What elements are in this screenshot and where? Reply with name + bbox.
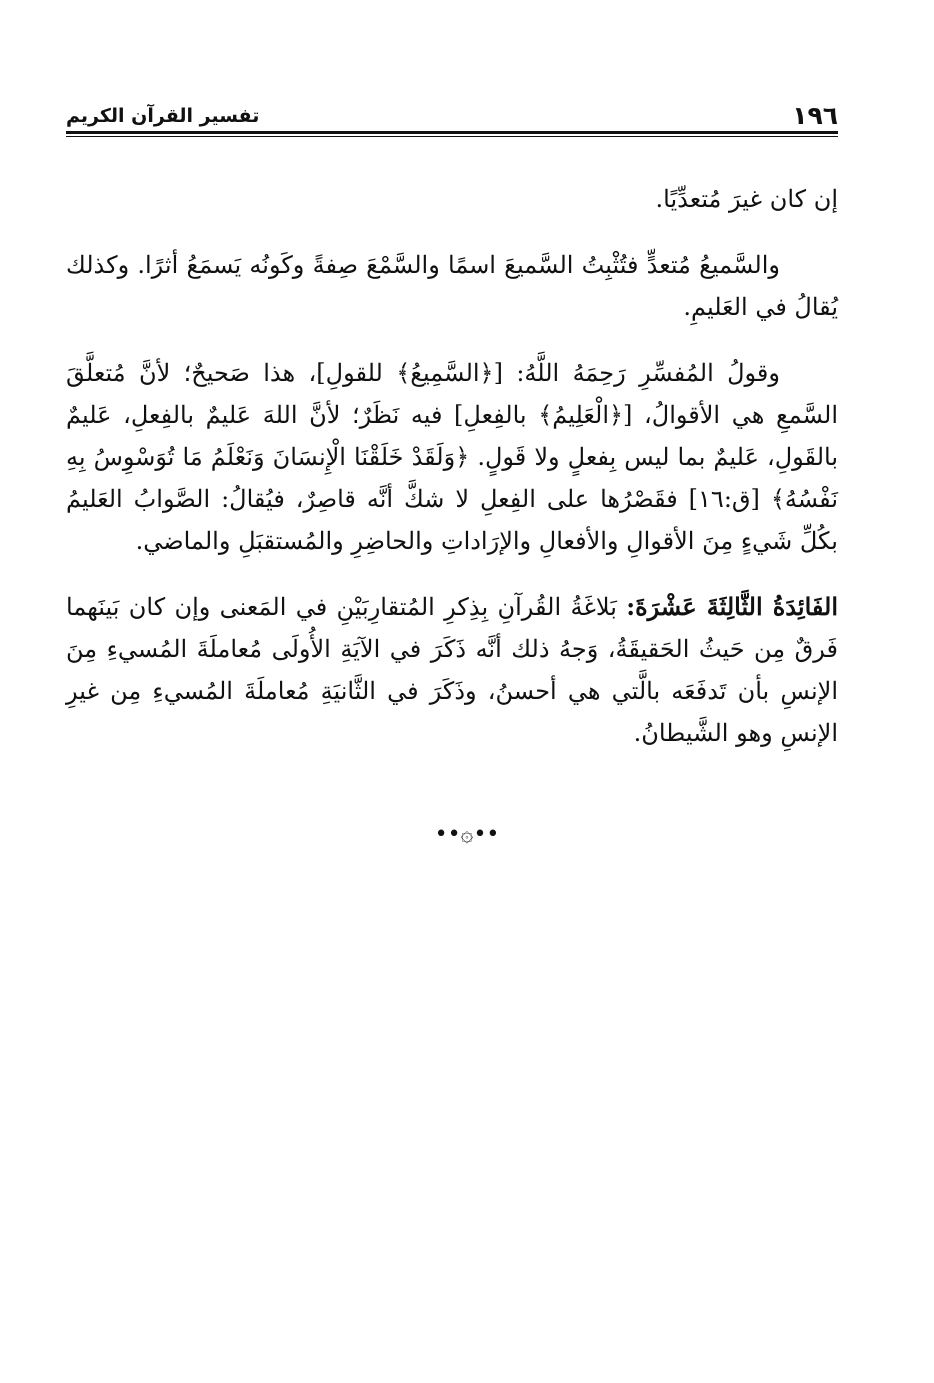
paragraph-2 bbox=[66, 244, 838, 328]
header-rule bbox=[66, 131, 838, 134]
page-number: ١٩٦ bbox=[792, 101, 838, 130]
header-rule-thin bbox=[66, 136, 838, 137]
paragraph-1-text: إن كان غيرَ مُتعدِّيًا. bbox=[655, 185, 838, 213]
paragraph-1 bbox=[66, 178, 838, 220]
paragraph-4 bbox=[66, 586, 838, 754]
section-end-ornament: ••۞•• bbox=[434, 822, 500, 847]
paragraph-2-text: والسَّميعُ مُتعدٍّ فتُثْبِتُ السَّميعَ اسمًا والسَّمْعَ صِفةً وكَونُه يَسمَعُ أثرًا. وكذلك يُقالُ في العَليمِ. bbox=[66, 251, 838, 321]
running-title: تفسير القرآن الكريم bbox=[66, 105, 260, 127]
paragraph-4-text: بَلاغَةُ القُرآنِ بِذِكرِ المُتقارِبَيْنِ في المَعنى وإن كان بَينَهما فَرقٌ مِن حَيثُ الحَقيقَةُ، وَجهُ ذلك أنَّه ذَكَرَ في الآيَةِ الأُولَى مُعاملَةَ المُسيءِ مِنَ الإنسِ بأن تَدفَعَه بالَّتي هي أحسنُ، وذَكَرَ في الثَّانيَةِ مُعاملَةَ المُسيءِ مِن غيرِ الإنسِ وهو الشَّيطانُ. bbox=[66, 593, 838, 747]
body-text bbox=[66, 178, 838, 778]
benefit-heading: الفَائِدَةُ الثَّالِثَةَ عَشْرَةَ: bbox=[626, 592, 839, 621]
paragraph-3 bbox=[66, 352, 838, 562]
page-header bbox=[66, 92, 838, 132]
paragraph-3-text: وقولُ المُفسِّرِ رَحِمَهُ اللَّهُ: [﴿السَّمِيعُ﴾ للقولِ]، هذا صَحيحٌ؛ لأنَّ مُتعلَّقَ السَّمعِ هي الأقوالُ، [﴿الْعَلِيمُ﴾ بالفِعلِ] فيه نَظَرٌ؛ لأنَّ اللهَ عَليمٌ بالفِعلِ، عَليمٌ بالقَولِ، عَليمٌ بما ليس بِفعلٍ ولا قَولٍ. ﴿وَلَقَدْ خَلَقْنَا الْإِنسَانَ وَنَعْلَمُ مَا تُوَسْوِسُ بِهِ نَفْسُهُ﴾ [ق:١٦] فقَصْرُها على الفِعلِ لا شكَّ أنَّه قاصِرٌ، فيُقالُ: الصَّوابُ العَليمُ بكُلِّ شَيءٍ مِنَ الأقوالِ والأفعالِ والإرَاداتِ والحاضِرِ والمُستقبَلِ والماضي. bbox=[66, 359, 839, 555]
